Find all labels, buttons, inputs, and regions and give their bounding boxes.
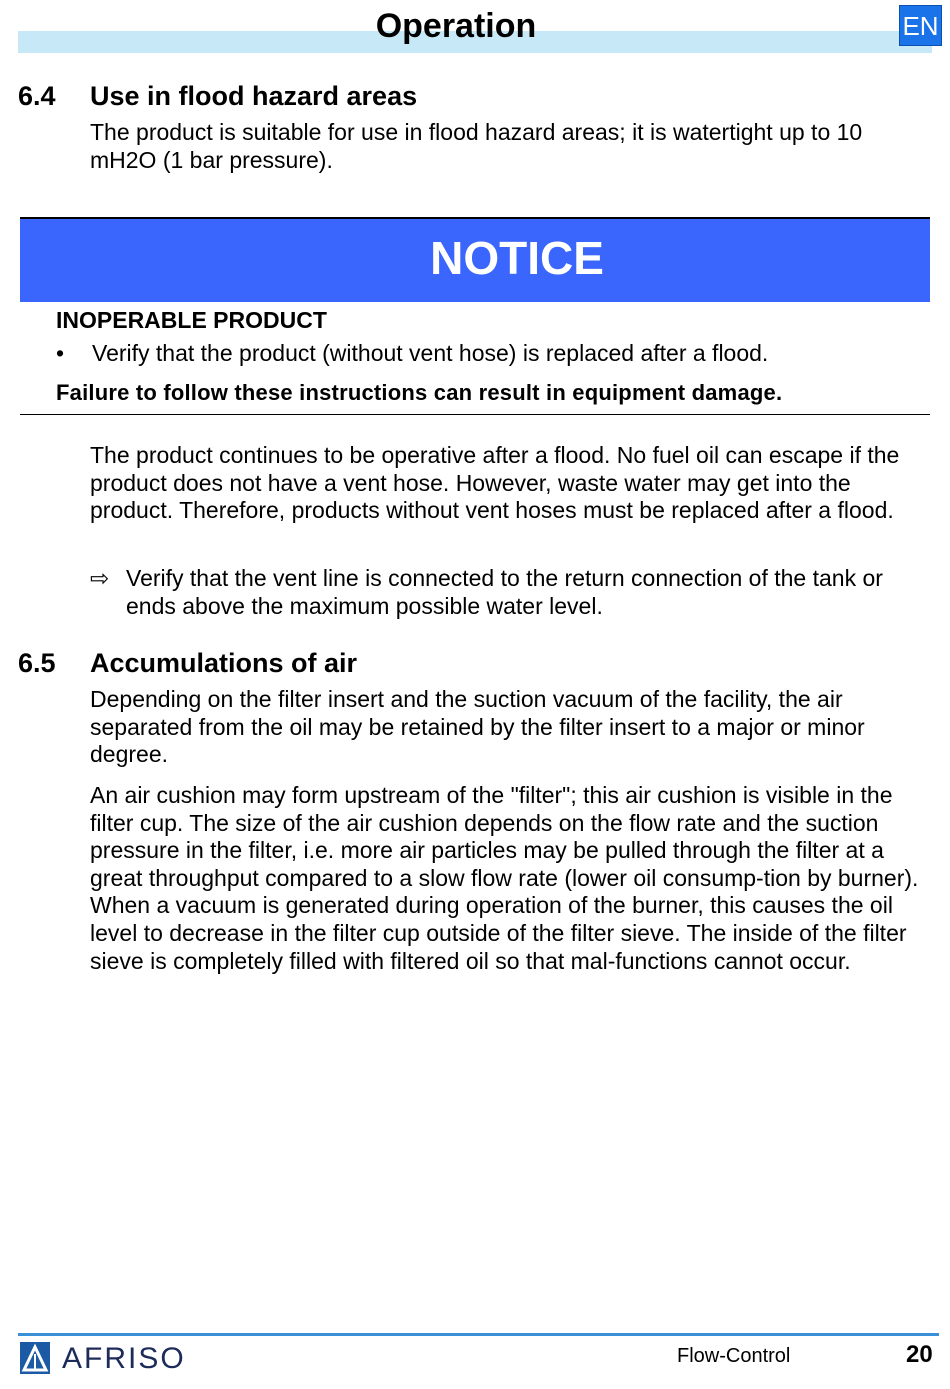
flood-paragraph: The product continues to be operative after a flood. No fuel oil can escape if the product does not have a vent hose. However, waste water may get into the product. Therefore, products without vent hoses must be replaced after a flood.	[90, 442, 900, 524]
notice-bullet-item	[56, 339, 768, 367]
footer-product-name: Flow-Control	[677, 1345, 791, 1367]
notice-bullet-text: Verify that the product (without vent hose) is replaced after a flood.	[92, 340, 769, 366]
notice-bottom-rule	[20, 414, 930, 415]
section-number: 6.4	[18, 81, 56, 111]
section-heading-6-4	[18, 80, 417, 112]
section-paragraph-2: An air cushion may form upstream of the "filter"; this air cushion is visible in the filter cup. The size of the air cushion depends on the flow rate and the suction pressure in the filter, i.e. more air particles may be pulled through the filter at a great throughput compared to a slow flow rate (lower oil consump-tion by burner). When a vacuum is generated during operation of the burner, this causes the oil level to decrease in the filter cup outside of the filter sieve. The inside of the filter sieve is completely filled with filtered oil so that mal-functions cannot occur.	[90, 782, 919, 974]
section-paragraph: The product is suitable for use in flood hazard areas; it is watertight up to 10 mH2O (1 bar pressure).	[90, 119, 863, 173]
notice-warning: Failure to follow these instructions can result in equipment damage.	[56, 380, 783, 405]
arrow-right-icon: ⇨	[90, 565, 110, 591]
language-badge: EN	[899, 5, 942, 46]
action-step-text: Verify that the vent line is connected to the return connection of the tank or ends above the maximum possible water level.	[126, 565, 883, 619]
footer-rule	[18, 1333, 939, 1336]
section-number: 6.5	[18, 648, 56, 678]
page-title: Operation	[375, 7, 537, 45]
notice-subtitle: INOPERABLE PRODUCT	[56, 307, 327, 333]
notice-label: NOTICE	[430, 232, 604, 284]
bullet-marker: •	[56, 340, 65, 366]
section-paragraph-1: Depending on the filter insert and the suction vacuum of the facility, the air separated from the oil may be retained by the filter insert to a major or minor degree.	[90, 686, 865, 768]
section-title: Use in flood hazard areas	[90, 81, 418, 111]
page-number: 20	[906, 1341, 933, 1368]
section-heading-6-5	[18, 647, 357, 679]
afriso-triangle-logo-icon	[20, 1342, 50, 1379]
section-title: Accumulations of air	[90, 648, 358, 678]
action-step	[90, 565, 930, 620]
brand-logo-text: AFRISO	[62, 1342, 186, 1375]
notice-banner	[20, 219, 930, 302]
